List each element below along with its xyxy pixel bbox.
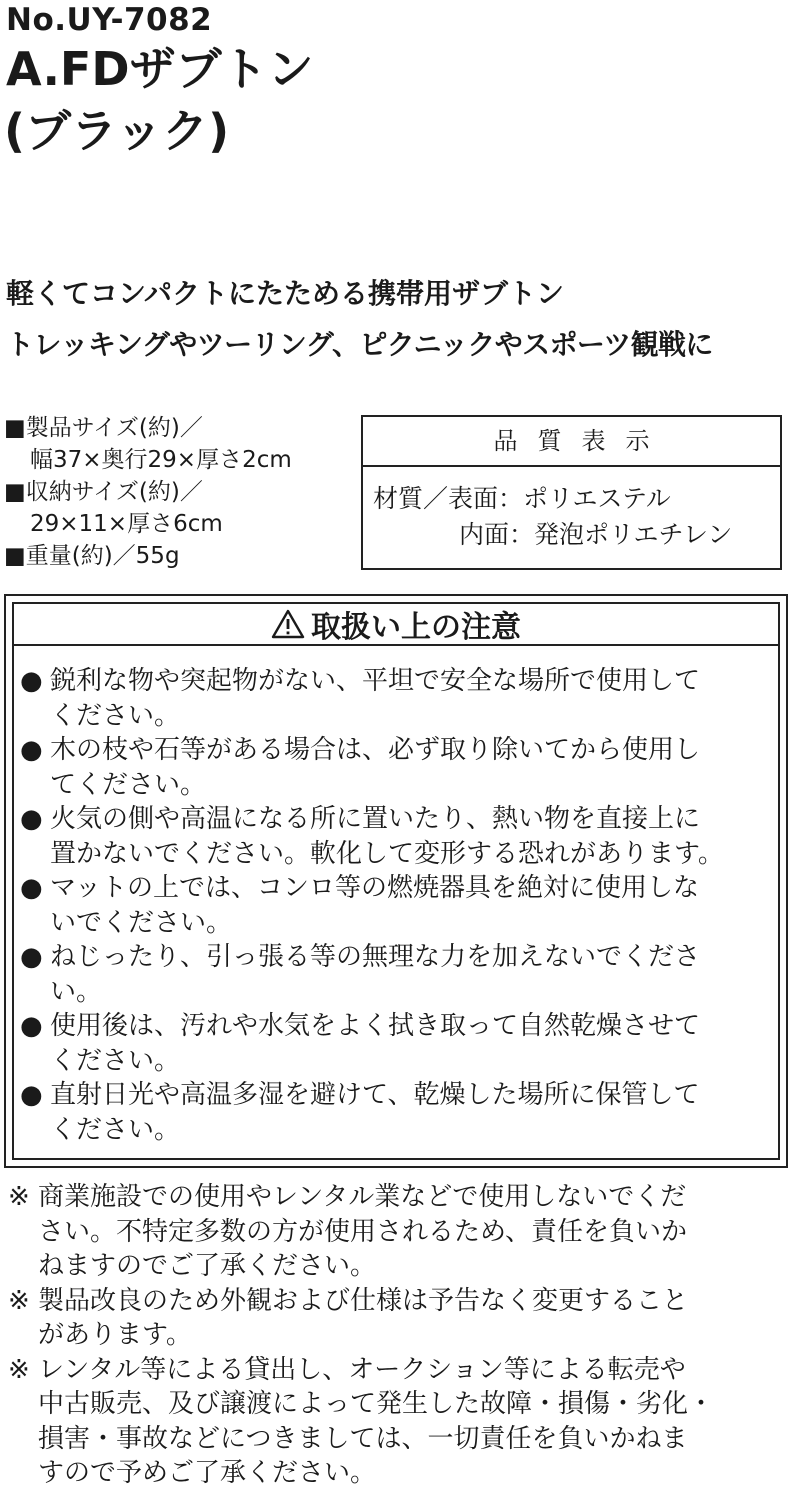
caution-title: 取扱い上の注意 [311, 610, 521, 645]
caution-item-text: 木の枝や石等がある場合は、必ず取り除いてから使用し てください。 [50, 735, 701, 800]
quality-title: 品質表示 [363, 417, 780, 467]
note-item [8, 1284, 788, 1353]
caution-item [20, 664, 774, 733]
product-size-label: ■製品サイズ(約)／ [4, 415, 203, 441]
material-inner: 内面：発泡ポリエチレン [459, 520, 733, 549]
bullet-icon: ● [20, 873, 43, 903]
caution-header [12, 602, 780, 646]
bullet-icon: ● [20, 1080, 43, 1110]
bullet-icon: ● [20, 735, 43, 765]
quality-label-box [361, 415, 782, 570]
product-name: A.FDザブトン [6, 42, 314, 96]
bullet-icon: ● [20, 666, 43, 696]
disclaimer-notes [8, 1180, 788, 1491]
bullet-icon: ● [20, 1011, 43, 1041]
bullet-icon: ● [20, 804, 43, 834]
caution-item-text: マットの上では、コンロ等の燃焼器具を絶対に使用しな いでください。 [50, 873, 699, 938]
note-item [8, 1180, 788, 1284]
weight-spec: ■重量(約)／55g [4, 543, 180, 569]
note-item-text: 製品改良のため外観および仕様は予告なく変更すること があります。 [38, 1285, 689, 1350]
catch-copy-line-2: トレッキングやツーリング、ピクニックやスポーツ観戦に [6, 328, 713, 361]
storage-size-value: 29×11×厚さ6cm [30, 511, 223, 537]
spec-list [4, 412, 356, 572]
caution-item-text: 火気の側や高温になる所に置いたり、熱い物を直接上に 置かないでください。軟化して変形する恐れがあります。 [50, 804, 724, 869]
caution-box [4, 594, 788, 1168]
caution-item [20, 940, 774, 1009]
product-size-value: 幅37×奥行29×厚さ2cm [30, 447, 292, 473]
storage-size-label: ■収納サイズ(約)／ [4, 479, 203, 505]
caution-item [20, 871, 774, 940]
caution-item-text: 鋭利な物や突起物がない、平坦で安全な場所で使用して ください。 [50, 666, 701, 731]
model-number: No.UY-7082 [6, 2, 213, 38]
warning-triangle-icon [271, 609, 305, 639]
material-surface: 材質／表面：ポリエステル [373, 484, 671, 513]
caution-list [20, 664, 774, 1147]
note-item-text: レンタル等による貸出し、オークション等による転売や 中古販売、及び譲渡によって発生した故障・損傷・劣化・ 損害・事故などにつきましては、一切責任を負いかねま すので予めご了承ください。 [38, 1354, 715, 1488]
caution-body [12, 646, 780, 1160]
bullet-icon: ● [20, 942, 43, 972]
caution-item [20, 802, 774, 871]
caution-item [20, 1009, 774, 1078]
caution-item [20, 733, 774, 802]
note-mark: ※ [8, 1354, 30, 1385]
note-item [8, 1353, 788, 1491]
caution-item-text: 使用後は、汚れや水気をよく拭き取って自然乾燥させて ください。 [50, 1011, 701, 1076]
catch-copy-line-1: 軽くてコンパクトにたためる携帯用ザブトン [6, 277, 565, 310]
note-mark: ※ [8, 1182, 30, 1212]
caution-item-text: ねじったり、引っ張る等の無理な力を加えないでくださ い。 [50, 942, 701, 1007]
caution-item [20, 1078, 774, 1147]
caution-item-text: 直射日光や高温多湿を避けて、乾燥した場所に保管して ください。 [50, 1080, 700, 1145]
note-item-text: 商業施設での使用やレンタル業などで使用しないでくだ さい。不特定多数の方が使用されるため、責任を負いか ねますのでご了承ください。 [38, 1182, 687, 1281]
note-mark: ※ [8, 1285, 30, 1316]
product-color: (ブラック) [4, 104, 230, 158]
